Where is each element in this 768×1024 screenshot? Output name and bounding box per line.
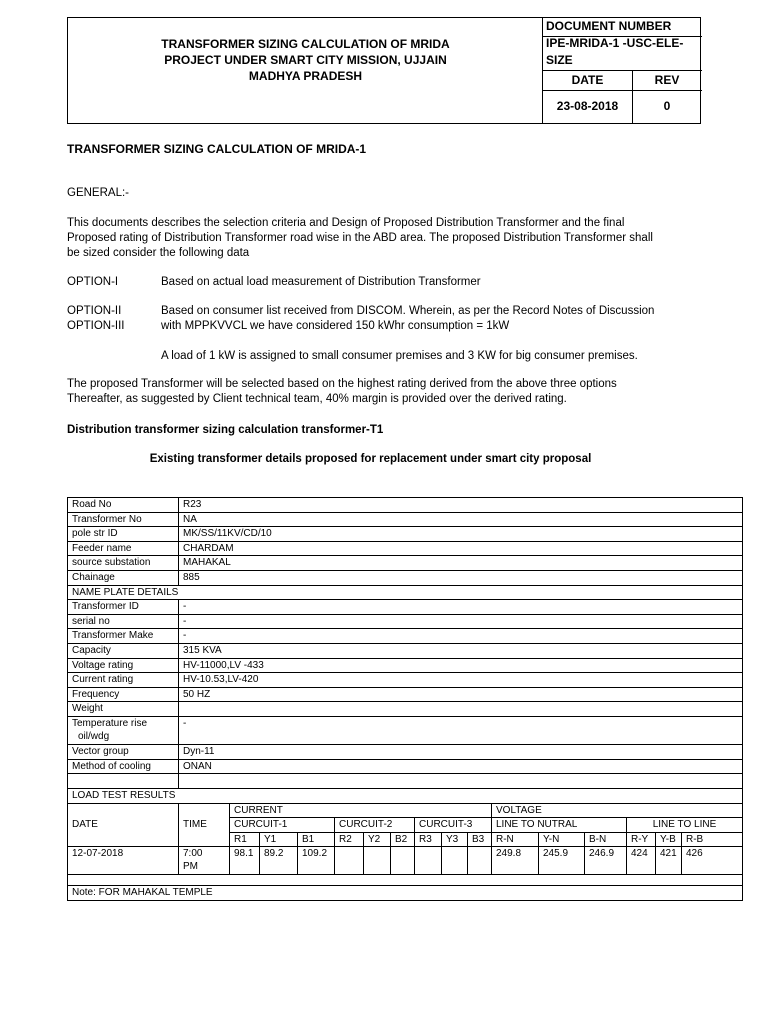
detail-value: Dyn-11 (179, 744, 743, 759)
detail-label: Weight (68, 702, 179, 717)
option-2-label: OPTION-II (67, 305, 122, 317)
measurement-value: 426 (682, 847, 743, 875)
measurement-value (391, 847, 415, 875)
phase-column-header: R-Y (627, 832, 656, 847)
intro-line-2: Proposed rating of Distribution Transformer road wise in the ABD area. The proposed Distribution Transformer shall (67, 232, 653, 244)
nameplate-heading: NAME PLATE DETAILS (68, 585, 743, 600)
detail-label: pole str ID (68, 527, 179, 542)
measurement-value (442, 847, 468, 875)
date-label: DATE (571, 73, 604, 87)
temperature-rise-value: - (179, 716, 743, 744)
detail-label: Voltage rating (68, 658, 179, 673)
rev-value: 0 (663, 99, 671, 113)
detail-label: Capacity (68, 643, 179, 658)
measurement-value: 245.9 (539, 847, 585, 875)
detail-label: source substation (68, 556, 179, 571)
detail-value: HV-10.53,LV-420 (179, 673, 743, 688)
transformer-details-table (67, 497, 743, 789)
measurement-value: 246.9 (585, 847, 627, 875)
voltage-group-header: VOLTAGE (492, 803, 743, 818)
detail-value: - (179, 600, 743, 615)
phase-column-header: Y2 (364, 832, 391, 847)
phase-column-header: B3 (468, 832, 492, 847)
measurement-value (364, 847, 391, 875)
title-line-2: PROJECT UNDER SMART CITY MISSION, UJJAIN (164, 53, 447, 67)
option-1-text: Based on actual load measurement of Distribution Transformer (161, 276, 481, 288)
nameplate-row (68, 687, 743, 702)
option-2-text: Based on consumer list received from DISCOM. Wherein, as per the Record Notes of Discussion (161, 305, 655, 317)
measurement-value (415, 847, 442, 875)
phase-column-header: Y-B (656, 832, 682, 847)
note: Note: FOR MAHAKAL TEMPLE (68, 886, 743, 901)
current-group-header: CURRENT (230, 803, 492, 818)
temperature-rise-label (68, 716, 179, 744)
measurement-time-line-2: PM (183, 861, 198, 873)
measurement-value: 421 (656, 847, 682, 875)
detail-value: NA (179, 512, 743, 527)
detail-value: HV-11000,LV -433 (179, 658, 743, 673)
phase-column-header: R-N (492, 832, 539, 847)
line-to-line-header: LINE TO LINE (627, 818, 743, 833)
nameplate-row (68, 600, 743, 615)
phase-column-header: R3 (415, 832, 442, 847)
selection-paragraph (67, 377, 617, 407)
nameplate-row (68, 629, 743, 644)
empty-cell (179, 774, 743, 789)
load-test-spacer (68, 875, 743, 886)
measurement-value (468, 847, 492, 875)
phase-column-header: R-B (682, 832, 743, 847)
phase-column-header: R1 (230, 832, 260, 847)
circuit-1-header: CURCUIT-1 (230, 818, 335, 833)
phase-column-header: Y3 (442, 832, 468, 847)
doc-number-label: DOCUMENT NUMBER (546, 19, 672, 33)
detail-value: - (179, 614, 743, 629)
detail-value: R23 (179, 498, 743, 513)
load-test-heading: LOAD TEST RESULTS (68, 789, 743, 804)
nameplate-row (68, 744, 743, 759)
option-1-label: OPTION-I (67, 276, 119, 288)
measurement-time (179, 847, 230, 875)
temperature-rise-label-line-1: Temperature rise (72, 717, 148, 729)
detail-value (179, 702, 743, 717)
main-title: TRANSFORMER SIZING CALCULATION OF MRIDA-1 (67, 142, 367, 156)
option-3-text: with MPPKVVCL we have considered 150 kWhr consumption = 1kW (161, 320, 510, 332)
phase-column-header: Y1 (260, 832, 298, 847)
circuit-2-header: CURCUIT-2 (335, 818, 415, 833)
measurement-value: 109.2 (298, 847, 335, 875)
title-line-3: MADHYA PRADESH (248, 69, 363, 83)
phase-column-header: Y-N (539, 832, 585, 847)
detail-label: Frequency (68, 687, 179, 702)
selection-line-2: Thereafter, as suggested by Client technical team, 40% margin is provided over the derived rating. (67, 393, 567, 405)
nameplate-row (68, 643, 743, 658)
detail-label: Road No (68, 498, 179, 513)
detail-value: - (179, 629, 743, 644)
selection-line-1: The proposed Transformer will be selected based on the highest rating derived from the above three options (67, 378, 617, 390)
detail-value: 50 HZ (179, 687, 743, 702)
detail-row (68, 527, 743, 542)
empty-cell (68, 774, 179, 789)
measurement-value: 98.1 (230, 847, 260, 875)
empty-row (68, 774, 743, 789)
measurement-row (68, 847, 743, 875)
rev-label: REV (654, 73, 680, 87)
detail-label: Vector group (68, 744, 179, 759)
section-title: Distribution transformer sizing calculation transformer-T1 (67, 424, 384, 436)
document-title-block (68, 36, 543, 84)
phase-column-header: B2 (391, 832, 415, 847)
intro-line-1: This documents describes the selection criteria and Design of Proposed Distribution Transformer and the final (67, 217, 625, 229)
doc-number-line-1: IPE-MRIDA-1 -USC-ELE- (546, 36, 684, 50)
detail-value: CHARDAM (179, 541, 743, 556)
option-3-label: OPTION-III (67, 320, 125, 332)
document-header (67, 17, 701, 124)
title-line-1: TRANSFORMER SIZING CALCULATION OF MRIDA (161, 37, 450, 51)
load-test-table (67, 788, 743, 901)
nameplate-row (68, 614, 743, 629)
intro-paragraph (67, 216, 653, 261)
detail-label: serial no (68, 614, 179, 629)
nameplate-row (68, 702, 743, 717)
detail-value: 315 KVA (179, 643, 743, 658)
detail-row (68, 541, 743, 556)
measurement-value: 89.2 (260, 847, 298, 875)
measurement-value (335, 847, 364, 875)
detail-label: Transformer Make (68, 629, 179, 644)
date-value: 23-08-2018 (556, 99, 619, 113)
document-meta-block (542, 18, 702, 124)
detail-label: Transformer ID (68, 600, 179, 615)
detail-row (68, 512, 743, 527)
detail-row (68, 498, 743, 513)
detail-value: MK/SS/11KV/CD/10 (179, 527, 743, 542)
phase-column-header: B1 (298, 832, 335, 847)
subsection-title: Existing transformer details proposed for replacement under smart city proposal (149, 453, 592, 465)
detail-value: 885 (179, 570, 743, 585)
line-to-neutral-header: LINE TO NUTRAL (492, 818, 627, 833)
measurement-date: 12-07-2018 (68, 847, 179, 875)
nameplate-row (68, 673, 743, 688)
general-heading: GENERAL:- (67, 187, 129, 199)
measurement-value: 249.8 (492, 847, 539, 875)
detail-row (68, 570, 743, 585)
load-note: A load of 1 kW is assigned to small consumer premises and 3 KW for big consumer premises. (161, 350, 638, 362)
detail-label: Method of cooling (68, 759, 179, 774)
temperature-rise-label-line-2: oil/wdg (78, 730, 110, 742)
detail-label: Current rating (68, 673, 179, 688)
detail-label: Transformer No (68, 512, 179, 527)
temperature-rise-row (68, 716, 743, 744)
nameplate-heading-row (68, 585, 743, 600)
measurement-value: 424 (627, 847, 656, 875)
detail-value: ONAN (179, 759, 743, 774)
phase-column-header: B-N (585, 832, 627, 847)
date-column-header: DATE (68, 803, 179, 847)
detail-label: Chainage (68, 570, 179, 585)
doc-number-line-2: SIZE (546, 53, 573, 67)
circuit-3-header: CURCUIT-3 (415, 818, 492, 833)
detail-row (68, 556, 743, 571)
measurement-time-line-1: 7:00 (183, 848, 203, 860)
nameplate-row (68, 658, 743, 673)
detail-label: Feeder name (68, 541, 179, 556)
time-column-header: TIME (179, 803, 230, 847)
detail-value: MAHAKAL (179, 556, 743, 571)
intro-line-3: be sized consider the following data (67, 247, 250, 259)
phase-column-header: R2 (335, 832, 364, 847)
nameplate-row (68, 759, 743, 774)
